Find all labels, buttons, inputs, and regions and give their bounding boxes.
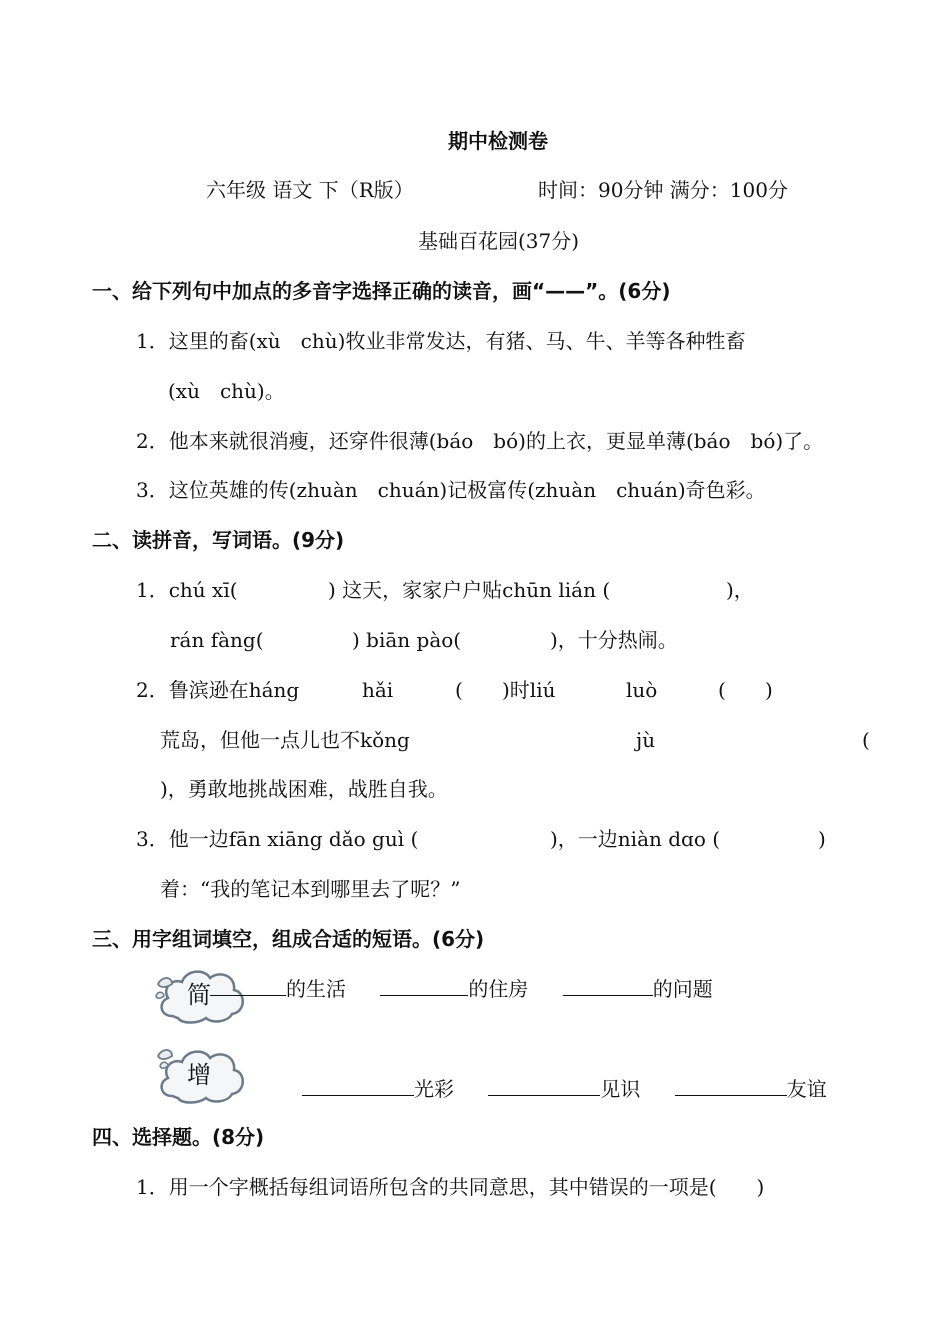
cloud-char2: 增 <box>187 1061 211 1089</box>
grade-info: 六年级 语文 下（R版） <box>206 178 414 202</box>
s2-q3-part2: )，一边niàn dɑo ( <box>550 827 721 851</box>
s2-q1b-part1: rán fàng( <box>170 628 264 652</box>
section3-heading: 三、用字组词填空，组成合适的短语。(6分) <box>92 927 485 951</box>
s2-q2-part2: hǎi <box>362 678 394 702</box>
s1-q3: 3．这位英雄的传(zhuàn chuán)记极富传(zhuàn chuán)奇色彩。 <box>136 478 766 502</box>
s2-q2-part6: ( <box>718 678 726 702</box>
s2-q3-part3: ) <box>818 827 826 851</box>
phrase-3: 的问题 <box>652 977 713 1001</box>
time-info: 时间：90分钟 满分：100分 <box>538 178 788 202</box>
s2-q1-part1: 1．chú xī( <box>136 578 238 602</box>
answer-blank[interactable] <box>563 975 653 996</box>
s2-q1-part2: ) 这天，家家户户贴chūn lián ( <box>328 578 611 602</box>
cloud-char1: 简 <box>187 981 211 1009</box>
section1-heading: 一、给下列句中加点的多音字选择正确的读音，画“——”。(6分) <box>92 279 671 303</box>
s2-q2-part4: )时liú <box>502 678 556 702</box>
phrase-4: 光彩 <box>414 1077 454 1101</box>
phrase-2: 的住房 <box>468 977 529 1001</box>
s3-row1 <box>210 975 713 1002</box>
s1-q1-line2: (xù chù)。 <box>168 379 285 403</box>
s2-q1b-part2: ) biān pào( <box>352 628 462 652</box>
s2-q2b-part3: ( <box>862 728 870 752</box>
page-title: 期中检测卷 <box>448 129 548 153</box>
s2-q2b-part1: 荒岛，但他一点儿也不kǒng <box>160 728 410 752</box>
answer-blank[interactable] <box>380 975 468 996</box>
s2-q1b-part3: )，十分热闹。 <box>550 628 678 652</box>
part-title: 基础百花园(37分) <box>418 229 580 253</box>
answer-blank[interactable] <box>210 975 286 996</box>
s2-q3-part1: 3．他一边fān xiāng dǎo guì ( <box>136 827 419 851</box>
s3-row2 <box>302 1075 827 1102</box>
phrase-5: 见识 <box>600 1077 641 1101</box>
s2-q2c: )，勇敢地挑战困难，战胜自我。 <box>160 777 448 801</box>
s1-q1-line1: 1．这里的畜(xù chù)牧业非常发达，有猪、马、牛、羊等各种牲畜 <box>136 329 746 353</box>
s2-q2-part5: luò <box>626 678 658 702</box>
s2-q1-part3: )， <box>726 578 754 602</box>
s2-q2-part1: 2．鲁滨逊在háng <box>136 678 300 702</box>
answer-blank[interactable] <box>675 1075 787 1096</box>
s2-q2-part7: ) <box>765 678 773 702</box>
section4-heading: 四、选择题。(8分) <box>92 1125 265 1149</box>
answer-blank[interactable] <box>302 1075 414 1096</box>
s2-q2-part3: ( <box>455 678 463 702</box>
s2-q3b: 着：“我的笔记本到哪里去了呢？” <box>160 877 461 901</box>
answer-blank[interactable] <box>488 1075 600 1096</box>
phrase-1: 的生活 <box>286 977 346 1001</box>
s2-q2b-part2: jù <box>636 728 656 752</box>
s4-q1: 1．用一个字概括每组词语所包含的共同意思，其中错误的一项是( ) <box>136 1175 765 1199</box>
s1-q2: 2．他本来就很消瘦，还穿件很薄(báo bó)的上衣，更显单薄(báo bó)了。 <box>136 429 824 453</box>
section2-heading: 二、读拼音，写词语。(9分) <box>92 528 345 552</box>
phrase-6: 友谊 <box>786 1077 827 1101</box>
